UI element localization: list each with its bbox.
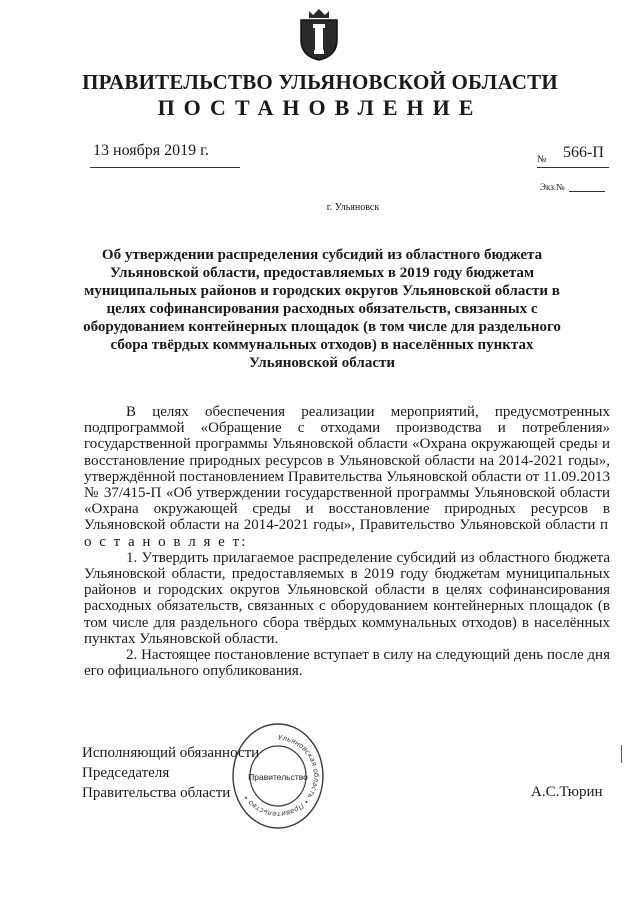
intro-text: В целях обеспечения реализации мероприятий, предусмотренных подпрограммой «Обращение с отходами производства и потребления» государственной программы Ульяновской области «Охрана окружающей среды и восстановление природных ресурсов в Ульяновской области на 2014-2021 годы», утверждённой постановлением Правительства Ульяновской области от 11.09.2013 № 37/415-П «Об утверждении государственной программы Ульяновской области «Охрана окружающей среды и восстановление природных ресурсов в Ульяновской области на 2014-2021 годы», Правительство Ульяновской области (84, 404, 610, 534)
signer-position-line-1: Исполняющий обязанности (82, 745, 260, 761)
document-body (84, 404, 610, 679)
document-type-title: ПОСТАНОВЛЕНИЕ (157, 95, 483, 120)
document-date: 13 ноября 2019 г. (93, 142, 209, 159)
item-1-paragraph: 1. Утвердить прилагаемое распределение субсидий из областного бюджета Ульяновской области, предоставляемых в 2019 году бюджетам муниципальных районов и городских округов Ульяновской области в целях софинансирования расходных обязательств, связанных с оборудованием контейнерных площадок (в том числе для раздельного сбора твёрдых коммунальных отходов) в населённых пунктах Ульяновской области. (84, 549, 610, 647)
date-underline (90, 167, 240, 168)
number-sign: № (537, 154, 547, 165)
signer-position-line-2: Председателя (82, 765, 170, 781)
signer-position-line-3: Правительства области (82, 785, 231, 801)
signer-name: А.С.Тюрин (531, 784, 603, 800)
copy-number-underline (569, 191, 605, 192)
intro-paragraph (84, 404, 610, 550)
seal-center-text: Правительство (248, 772, 308, 782)
organization-name: ПРАВИТЕЛЬСТВО УЛЬЯНОВСКОЙ ОБЛАСТИ (82, 70, 558, 94)
copy-number-label: Экз.№ (540, 182, 565, 192)
coat-of-arms-icon (297, 8, 341, 62)
number-underline (537, 167, 609, 168)
item-2-paragraph: 2. Настоящее постановление вступает в силу на следующий день после дня его официального опубликования. (84, 647, 610, 680)
seal-ring-text: Ульяновская область • Правительство • (242, 733, 320, 819)
round-seal-stamp-icon (228, 718, 328, 838)
document-number: 566-П (563, 144, 604, 161)
document-subject: Об утверждении распределения субсидий из областного бюджета Ульяновской области, предоставляемых в 2019 году бюджетам муниципальных районов и городских округов Ульяновской области в целях софинансирования расходных обязательств, связанных с оборудованием контейнерных площадок (в том числе для раздельного сбора твёрдых коммунальных отходов) в населённых пунктах Ульяновской области (83, 247, 561, 371)
decree-word: п о с т а н о в л я е т: (84, 517, 610, 550)
city-name: г. Ульяновск (326, 202, 380, 213)
margin-mark (621, 745, 632, 763)
